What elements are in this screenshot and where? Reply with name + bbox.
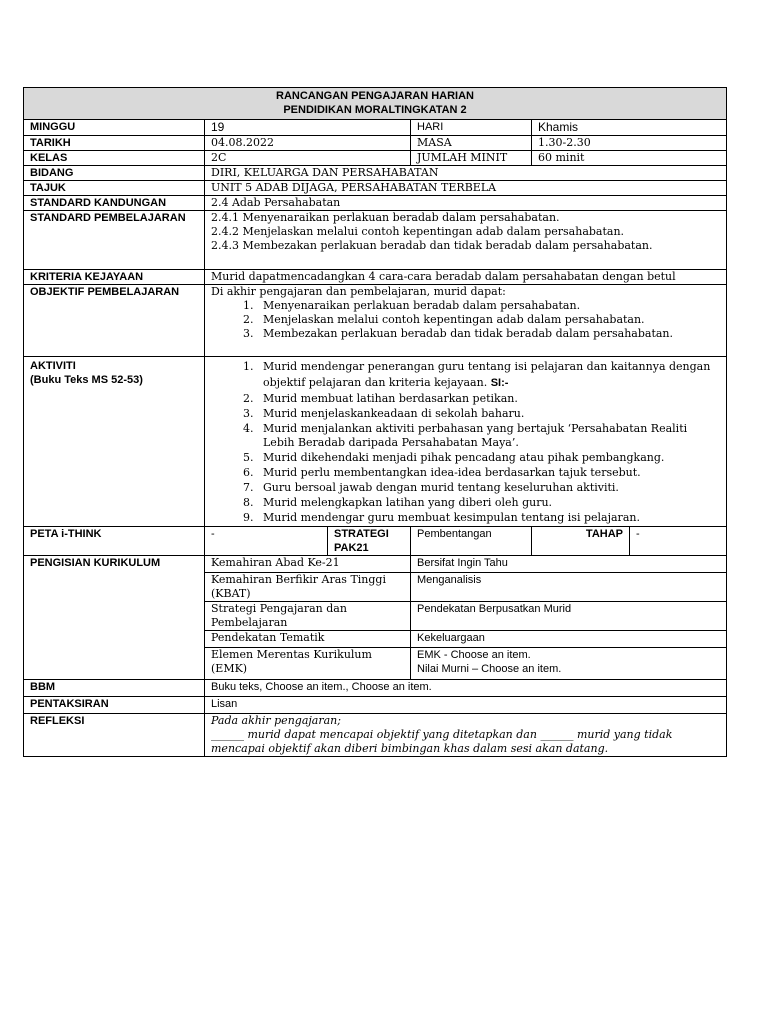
kelas-value: 2C	[205, 151, 411, 166]
tarikh-label: TARIKH	[24, 136, 205, 151]
minggu-value: 19	[205, 120, 411, 136]
aktiviti-item-text: Murid mendengar penerangan guru tentang isi pelajaran dan kaitannya dengan objektif pelajaran dan kriteria kejayaan.	[263, 360, 711, 389]
pengisian-key: Pendekatan Tematik	[205, 631, 411, 648]
objektif-intro: Di akhir pengajaran dan pembelajaran, murid dapat:	[211, 285, 506, 298]
lesson-plan-table	[23, 87, 727, 757]
jumlah-minit-label: JUMLAH MINIT	[411, 151, 532, 166]
list-item	[257, 359, 720, 391]
document-subtitle: PENDIDIKAN MORALTINGKATAN 2	[283, 104, 467, 116]
tarikh-row	[24, 136, 727, 151]
objektif-list	[211, 299, 720, 341]
list-item: 1. Menyenaraikan perlakuan beradab dalam persahabatan.	[257, 299, 720, 313]
bidang-label: BIDANG	[24, 166, 205, 181]
header-row	[24, 88, 727, 120]
standard-kandungan-value: 2.4 Adab Persahabatan	[205, 196, 727, 211]
tahap-value: -	[630, 527, 727, 556]
bbm-label: BBM	[24, 680, 205, 697]
nilai-murni-value[interactable]: Nilai Murni – Choose an item.	[417, 663, 562, 675]
minggu-row	[24, 120, 727, 136]
standard-kandungan-label: STANDARD KANDUNGAN	[24, 196, 205, 211]
sp-item: 2.4.3 Membezakan perlakuan beradab dan tidak beradab dalam persahabatan.	[211, 239, 653, 252]
list-item: 3. Membezakan perlakuan beradab dan tidak beradab dalam persahabatan.	[257, 327, 720, 341]
pengisian-key: Kemahiran Berfikir Aras Tinggi (KBAT)	[205, 573, 411, 602]
list-item: 8. Murid melengkapkan latihan yang diberi oleh guru.	[257, 496, 720, 510]
pengisian-value: Menganalisis	[411, 573, 727, 602]
kelas-label: KELAS	[24, 151, 205, 166]
pengisian-label: PENGISIAN KURIKULUM	[24, 556, 205, 680]
lesson-plan-document	[23, 87, 726, 757]
objektif-label: OBJEKTIF PEMBELAJARAN	[24, 285, 205, 357]
tarikh-value: 04.08.2022	[205, 136, 411, 151]
masa-label: MASA	[411, 136, 532, 151]
aktiviti-sublabel: (Buku Teks MS 52-53)	[30, 374, 143, 386]
standard-pembelajaran-row	[24, 211, 727, 270]
standard-kandungan-row	[24, 196, 727, 211]
tajuk-value: UNIT 5 ADAB DIJAGA, PERSAHABATAN TERBELA	[205, 181, 727, 196]
emk-value[interactable]: EMK - Choose an item.	[417, 649, 531, 661]
list-item: 6. Murid perlu membentangkan idea-idea berdasarkan tajuk tersebut.	[257, 466, 720, 480]
hari-label: HARI	[411, 120, 532, 136]
pengisian-key: Strategi Pengajaran dan Pembelajaran	[205, 602, 411, 631]
bbm-row	[24, 680, 727, 697]
bbm-value[interactable]: Choose an item., Choose an item.	[265, 681, 432, 693]
aktiviti-label: AKTIVITI	[30, 360, 76, 372]
list-item: 9. Murid mendengar guru membuat kesimpulan tentang isi pelajaran.	[257, 511, 720, 525]
list-item: 4. Murid menjalankan aktiviti perbahasan yang bertajuk ‘Persahabatan Realiti Lebih Beradab daripada Persahabatan Maya’.	[257, 422, 720, 450]
peta-value: -	[205, 527, 328, 556]
pengisian-row-1	[24, 556, 727, 573]
pentaksiran-value: Lisan	[205, 697, 727, 714]
pengisian-key: Elemen Merentas Kurikulum (EMK)	[205, 648, 411, 680]
list-item: 7. Guru bersoal jawab dengan murid tentang keseluruhan aktiviti.	[257, 481, 720, 495]
kriteria-row	[24, 270, 727, 285]
strategi-label: STRATEGI PAK21	[328, 527, 411, 556]
strategi-value: Pembentangan	[411, 527, 532, 556]
objektif-row	[24, 285, 727, 357]
jumlah-minit-value: 60 minit	[532, 151, 727, 166]
minggu-label: MINGGU	[24, 120, 205, 136]
standard-pembelajaran-label: STANDARD PEMBELAJARAN	[24, 211, 205, 270]
peta-label: PETA i-THINK	[24, 527, 205, 556]
refleksi-row	[24, 714, 727, 757]
kelas-row	[24, 151, 727, 166]
list-item: 2. Murid membuat latihan berdasarkan petikan.	[257, 392, 720, 406]
si-tag: SI:-	[490, 377, 509, 389]
list-item: 2. Menjelaskan melalui contoh kepentingan adab dalam persahabatan.	[257, 313, 720, 327]
refleksi-label: REFLEKSI	[24, 714, 205, 757]
kriteria-value: Murid dapatmencadangkan 4 cara-cara beradab dalam persahabatan dengan betul	[205, 270, 727, 285]
bbm-prefix: Buku teks,	[211, 681, 263, 693]
aktiviti-row	[24, 357, 727, 527]
tajuk-row	[24, 181, 727, 196]
sp-item: 2.4.2 Menjelaskan melalui contoh kepentingan adab dalam persahabatan.	[211, 225, 625, 238]
kriteria-label: KRITERIA KEJAYAAN	[24, 270, 205, 285]
bidang-value: DIRI, KELUARGA DAN PERSAHABATAN	[205, 166, 727, 181]
pentaksiran-row	[24, 697, 727, 714]
aktiviti-list	[211, 359, 720, 525]
bidang-row	[24, 166, 727, 181]
hari-value: Khamis	[532, 120, 727, 136]
refleksi-line-2: ______ murid dapat mencapai objektif yang ditetapkan dan ______ murid yang tidak mencapai objektif akan diberi bimbingan khas dalam sesi akan datang.	[211, 728, 673, 755]
list-item: 5. Murid dikehendaki menjadi pihak pencadang atau pihak pembangkang.	[257, 451, 720, 465]
masa-value: 1.30-2.30	[532, 136, 727, 151]
tahap-label: TAHAP	[532, 527, 630, 556]
document-title: RANCANGAN PENGAJARAN HARIAN	[276, 90, 475, 102]
pengisian-key: Kemahiran Abad Ke-21	[205, 556, 411, 573]
pengisian-value: Pendekatan Berpusatkan Murid	[411, 602, 727, 631]
pentaksiran-label: PENTAKSIRAN	[24, 697, 205, 714]
list-item: 3. Murid menjelaskankeadaan di sekolah baharu.	[257, 407, 720, 421]
pengisian-value: Bersifat Ingin Tahu	[411, 556, 727, 573]
refleksi-line-1: Pada akhir pengajaran;	[211, 714, 341, 727]
peta-row	[24, 527, 727, 556]
pengisian-value: Kekeluargaan	[411, 631, 727, 648]
sp-item: 2.4.1 Menyenaraikan perlakuan beradab dalam persahabatan.	[211, 211, 560, 224]
tajuk-label: TAJUK	[24, 181, 205, 196]
